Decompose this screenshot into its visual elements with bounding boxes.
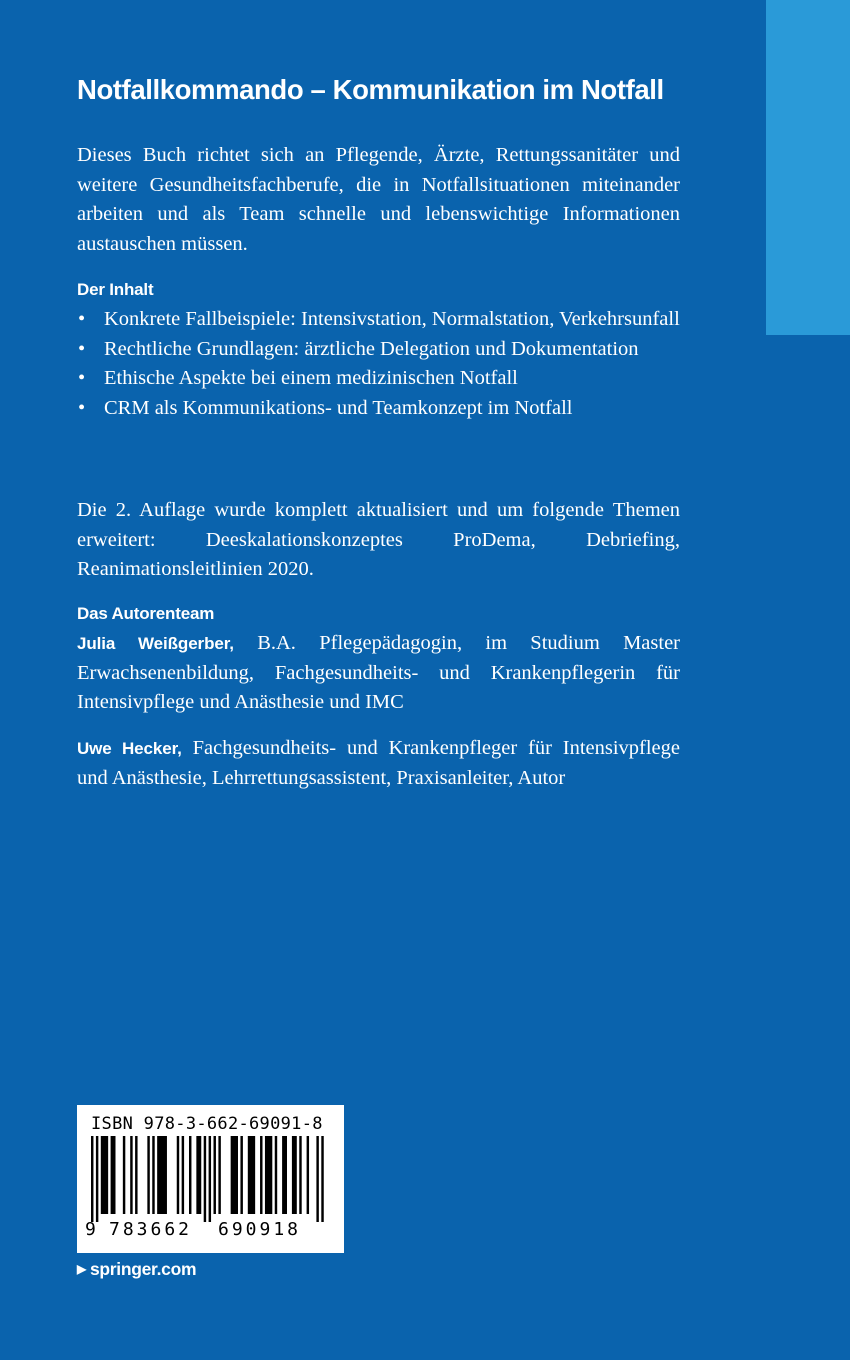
barcode-bars	[91, 1136, 331, 1222]
barcode-bar	[130, 1136, 132, 1214]
barcode-bar	[152, 1136, 154, 1214]
list-item-text: Rechtliche Grundlagen: ärztliche Delegation und Dokumentation	[104, 337, 639, 360]
barcode-bar	[123, 1136, 125, 1214]
barcode-bar	[248, 1136, 255, 1214]
barcode-bar	[214, 1136, 216, 1214]
list-item	[77, 335, 680, 365]
accent-strip	[766, 0, 850, 335]
bullet-icon: •	[78, 308, 86, 330]
publisher-link[interactable]	[77, 1259, 196, 1280]
ean-first-digit: 9	[85, 1219, 96, 1240]
bullet-icon: •	[78, 396, 86, 419]
barcode-bar	[111, 1136, 116, 1214]
barcode-bar	[157, 1136, 167, 1214]
contents-heading: Der Inhalt	[77, 280, 154, 299]
barcode-bar	[91, 1136, 93, 1222]
barcode-bar	[240, 1136, 242, 1214]
barcode-bar	[218, 1136, 220, 1214]
barcode-bar	[299, 1136, 301, 1214]
bullet-icon: •	[78, 337, 86, 360]
barcode-bar	[316, 1136, 318, 1222]
author-name: Uwe Hecker,	[77, 739, 182, 758]
list-item-text: Ethische Aspekte bei einem medizinischen Notfall	[104, 367, 518, 389]
barcode-bar	[275, 1136, 277, 1214]
isbn-barcode	[77, 1105, 344, 1253]
authors-heading: Das Autorenteam	[77, 604, 215, 623]
list-item-text: Konkrete Fallbeispiele: Intensivstation, Normalstation, Verkehrsunfall	[104, 308, 680, 330]
barcode-bar	[231, 1136, 238, 1214]
bullet-icon: •	[78, 367, 86, 389]
triangle-right-icon: ▶	[77, 1262, 86, 1276]
edition-note: Die 2. Auflage wurde komplett aktualisiert und um folgende Themen erweitert: Deeskalationskonzeptes ProDema, Debriefing, Reanimationsleitlinien 2020.	[77, 499, 680, 580]
barcode-bar	[204, 1136, 206, 1222]
barcode-bar	[282, 1136, 287, 1214]
barcode-bar	[260, 1136, 262, 1214]
barcode-bar	[182, 1136, 184, 1214]
ean-left-digits: 783662	[109, 1219, 193, 1240]
barcode-bar	[307, 1136, 309, 1214]
author-bio: Fachgesundheits- und Krankenpfleger für Intensivpflege und Anästhesie, Lehrrettungsassistent, Praxisanleiter, Autor	[77, 737, 681, 789]
website-text: springer.com	[89, 1259, 197, 1279]
author-name: Julia Weißgerber,	[77, 634, 234, 653]
author-entry	[77, 734, 680, 793]
book-title: Notfallkommando – Kommunikation im Notfall	[77, 74, 664, 105]
barcode-bar	[209, 1136, 211, 1222]
barcode-bar	[96, 1136, 98, 1222]
barcode-bar	[135, 1136, 137, 1214]
ean-right-digits: 690918	[218, 1219, 302, 1240]
contents-list	[77, 305, 680, 423]
author-entry	[77, 629, 680, 718]
barcode-bar	[101, 1136, 108, 1214]
list-item	[77, 305, 680, 335]
list-item-text: CRM als Kommunikations- und Teamkonzept im Notfall	[104, 396, 573, 419]
barcode-bar	[265, 1136, 272, 1214]
isbn-label: ISBN 978-3-662-69091-8	[91, 1114, 323, 1134]
list-item	[77, 364, 680, 394]
author-bio: B.A. Pflegepädagogin, im Studium Master Erwachsenenbildung, Fachgesundheits- und Krankenpflegerin für Intensivpflege und Anästhesie und IMC	[77, 632, 680, 713]
barcode-bar	[189, 1136, 191, 1214]
list-item	[77, 394, 680, 424]
barcode-bar	[321, 1136, 323, 1222]
barcode-bar	[147, 1136, 149, 1214]
barcode-bar	[292, 1136, 297, 1214]
barcode-bar	[177, 1136, 179, 1214]
intro-paragraph: Dieses Buch richtet sich an Pflegende, Ärzte, Rettungssanitäter und weitere Gesundheitsfachberufe, die in Notfallsituationen miteinander arbeiten und als Team schnelle und lebenswichtige Informationen austauschen müssen.	[77, 144, 680, 255]
barcode-bar	[196, 1136, 201, 1214]
